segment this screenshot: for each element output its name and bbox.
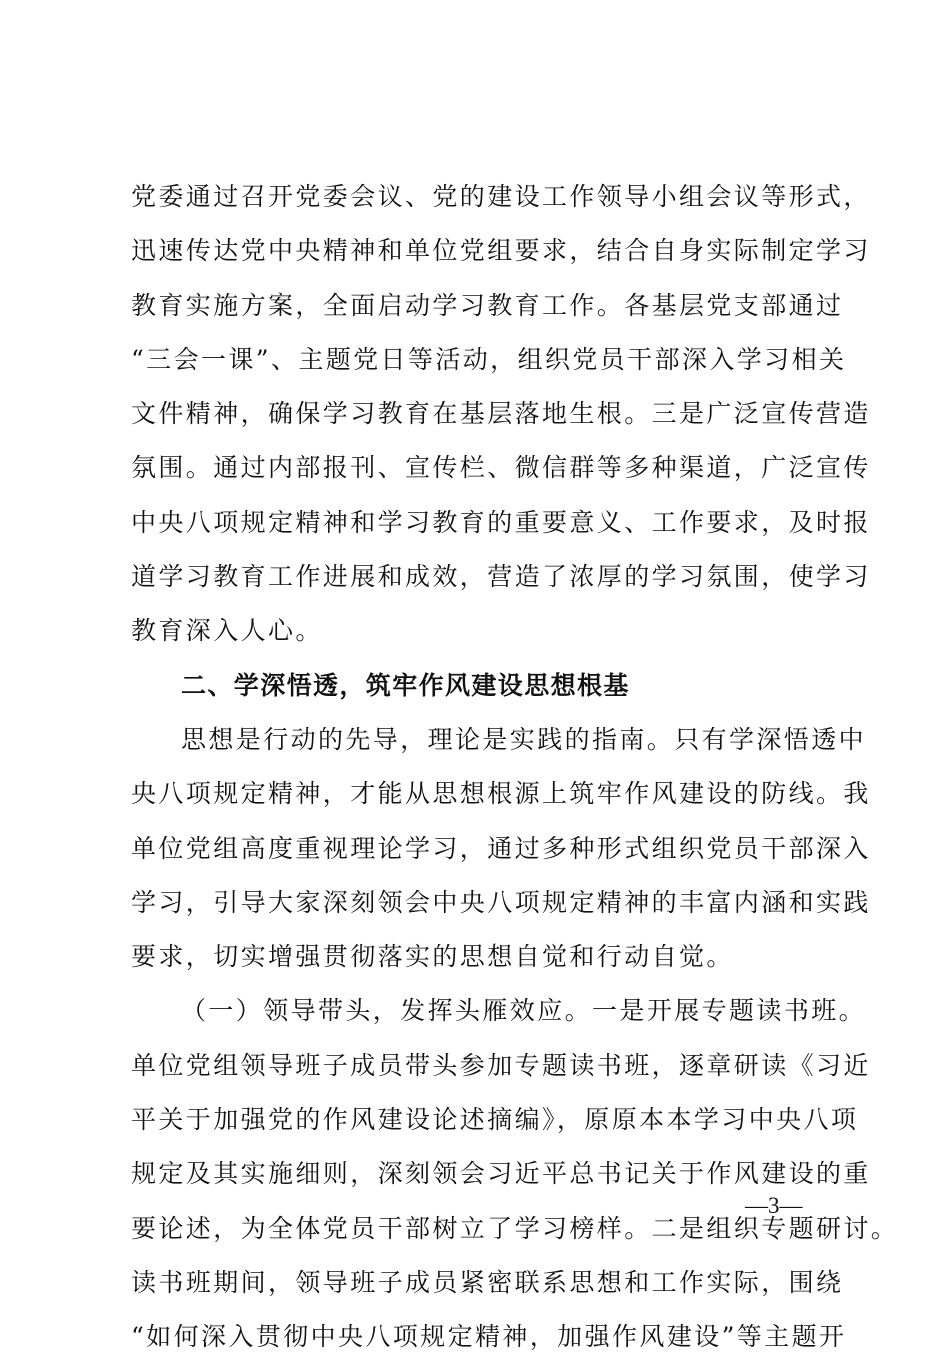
paragraph-line: 道学习教育工作进展和成效，营造了浓厚的学习氛围，使学习: [131, 562, 871, 592]
paragraph-line: 要求，切实增强贯彻落实的思想自觉和行动自觉。: [131, 942, 734, 972]
paragraph-line: 读书班期间，领导班子成员紧密联系思想和工作实际，围绕: [131, 1267, 844, 1297]
subsection-text: 一是开展专题读书班。: [592, 996, 867, 1026]
paragraph-line: 文件精神，确保学习教育在基层落地生根。三是广泛宣传营造: [131, 399, 871, 429]
paragraph-line: “三会一课”、主题党日等活动，组织党员干部深入学习相关: [131, 344, 847, 374]
paragraph-line: 教育深入人心。: [131, 616, 323, 646]
subsection-heading: （一）领导带头，发挥头雁效应。: [181, 996, 593, 1026]
paragraph-line: 平关于加强党的作风建设论述摘编》，原原本本学习中央八项: [131, 1105, 859, 1135]
paragraph-line: 规定及其实施细则，深刻领会习近平总书记关于作风建设的重: [131, 1159, 871, 1189]
paragraph-line: 单位党组领导班子成员带头参加专题读书班，逐章研读《习近: [131, 1050, 871, 1080]
paragraph-line: 思想是行动的先导，理论是实践的指南。只有学深悟透中: [181, 724, 867, 754]
page-number: —3—: [745, 1193, 803, 1218]
paragraph-line: 氛围。通过内部报刊、宣传栏、微信群等多种渠道，广泛宣传: [131, 453, 871, 483]
subsection-line: [131, 984, 867, 1038]
paragraph-line: 迅速传达党中央精神和单位党组要求，结合自身实际制定学习: [131, 236, 871, 266]
paragraph-line: 中央八项规定精神和学习教育的重要意义、工作要求，及时报: [131, 507, 871, 537]
paragraph-line: 单位党组高度重视理论学习，通过多种形式组织党员干部深入: [131, 833, 871, 863]
paragraph-line: 央八项规定精神，才能从思想根源上筑牢作风建设的防线。我: [131, 779, 871, 809]
section-heading: 二、学深悟透，筑牢作风建设思想根基: [181, 670, 630, 700]
paragraph-line: 要论述，为全体党员干部树立了学习榜样。二是组织专题研讨。: [131, 1213, 899, 1243]
paragraph-line: 教育实施方案，全面启动学习教育工作。各基层党支部通过: [131, 290, 844, 320]
paragraph-line: 学习，引导大家深刻领会中央八项规定精神的丰富内涵和实践: [131, 887, 871, 917]
paragraph-line: 党委通过召开党委会议、党的建设工作领导小组会议等形式，: [131, 182, 871, 211]
document-body: [131, 170, 899, 1365]
paragraph-line: “如何深入贯彻中央八项规定精神，加强作风建设”等主题开: [131, 1322, 847, 1352]
